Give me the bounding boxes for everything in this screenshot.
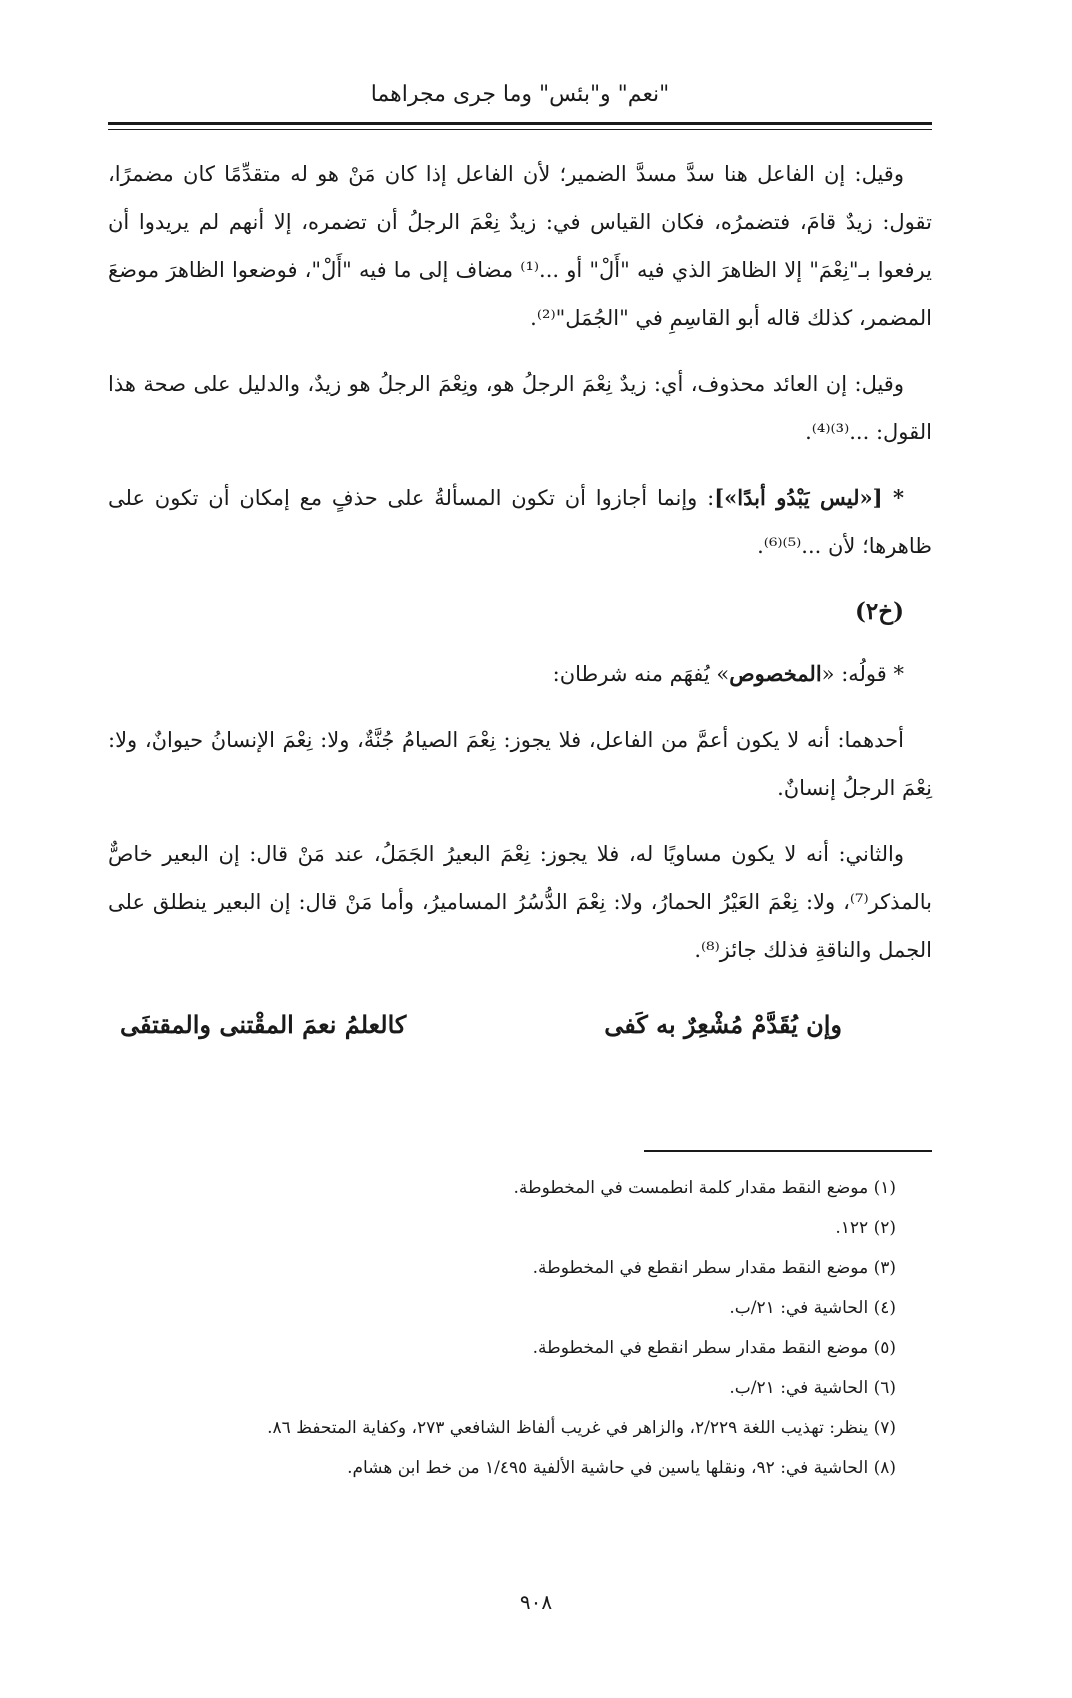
paragraph-6: والثاني: أنه لا يكون مساويًا له، فلا يجوز: نِعْمَ البعيرُ الجَمَلُ، عند مَنْ قال: إن البعير خاصٌّ بالمذكر⁽⁷⁾، ولا: نِعْمَ العَيْرُ الحمارُ، ولا: نِعْمَ الدُّسُرُ المساميرُ، وأما مَنْ قال: إن البعير ينطلق على الجمل والناقةِ فذلك جائز⁽⁸⁾. (108, 842, 932, 962)
paragraph-2: وقيل: إن العائد محذوف، أي: زيدٌ نِعْمَ الرجلُ هو، ونِعْمَ الرجلُ هو زيدٌ، والدليل على صحة هذا القول: ...⁽³⁾⁽⁴⁾. (108, 372, 932, 444)
paragraph-1: وقيل: إن الفاعل هنا سدَّ مسدَّ الضمير؛ لأن الفاعل إذا كان مَنْ هو له متقدِّمًا كان مضمرًا، تقول: زيدٌ قامَ، فتضمرُه، فكان القياس في: زيدٌ نِعْمَ الرجلُ أن تضمره، إلا أنهم لم يريدوا أن يرفعوا بـ"نِعْمَ" إلا الظاهرَ الذي فيه "أَلْ" أو ...⁽¹⁾ مضاف إلى ما فيه "أَلْ"، فوضعوا الظاهرَ موضعَ المضمر، كذلك قاله أبو القاسِمِ في "الجُمَل"⁽²⁾. (108, 162, 932, 330)
quoted-lead: * [«ليس يَبْدُو أبدًا»] (714, 485, 904, 510)
paragraph-5: أحدهما: أنه لا يكون أعمَّ من الفاعل، فلا يجوز: نِعْمَ الصيامُ جُنَّةٌ، ولا: نِعْمَ الإنسانُ حيوانٌ، ولا: نِعْمَ الرجلُ إنسانٌ. (108, 728, 932, 800)
footnote-3: (٣) موضع النقط مقدار سطر انقطع في المخطوطة. (532, 1258, 896, 1278)
p4-prefix: * قولُه: « (821, 662, 904, 686)
header-rule-thick (108, 122, 932, 125)
running-header: "نعم" و"بئس" وما جرى مجراهما (370, 82, 670, 107)
header-rule-thin (108, 129, 932, 130)
footnote-1: (١) موضع النقط مقدار كلمة انطمست في المخطوطة. (513, 1178, 896, 1198)
p4-keyword: المخصوص (729, 661, 822, 686)
paragraph-3 (108, 474, 932, 570)
paragraph-3-text: : وإنما أجازوا أن تكون المسألةُ على حذفٍ مع إمكان أن تكون على ظاهرها؛ لأن ...⁽⁵⁾⁽⁶⁾. (108, 486, 932, 558)
p4-suffix: » يُفهَم منه شرطان: (552, 662, 730, 686)
footnote-7: (٧) ينظر: تهذيب اللغة ٢/٢٢٩، والزاهر في غريب ألفاظ الشافعي ٢٧٣، وكفاية المتحفظ ٨٦. (267, 1418, 896, 1438)
verse-second-hemistich: كالعلمُ نعمَ المقْتنى والمقتفَى (120, 1010, 407, 1039)
footnote-5: (٥) موضع النقط مقدار سطر انقطع في المخطوطة. (532, 1338, 896, 1358)
page-number: ٩٠٨ (519, 1590, 553, 1614)
poem-verse (120, 1000, 842, 1050)
footnote-8: (٨) الحاشية في: ٩٢، ونقلها ياسين في حاشية الألفية ١/٤٩٥ من خط ابن هشام. (347, 1458, 896, 1478)
main-text (108, 150, 932, 1050)
footnote-4: (٤) الحاشية في: ٢١/ب. (729, 1298, 896, 1318)
verse-first-hemistich: وإن يُقَدَّمْ مُشْعِرٌ به كَفى (604, 1010, 842, 1039)
footnotes (108, 1168, 932, 1488)
footnote-rule (644, 1150, 932, 1152)
footnote-6: (٦) الحاشية في: ٢١/ب. (729, 1378, 896, 1398)
footnote-2: (٢) ١٢٢. (835, 1218, 896, 1238)
section-heading: (خ٢) (855, 598, 904, 625)
paragraph-4 (108, 650, 932, 698)
